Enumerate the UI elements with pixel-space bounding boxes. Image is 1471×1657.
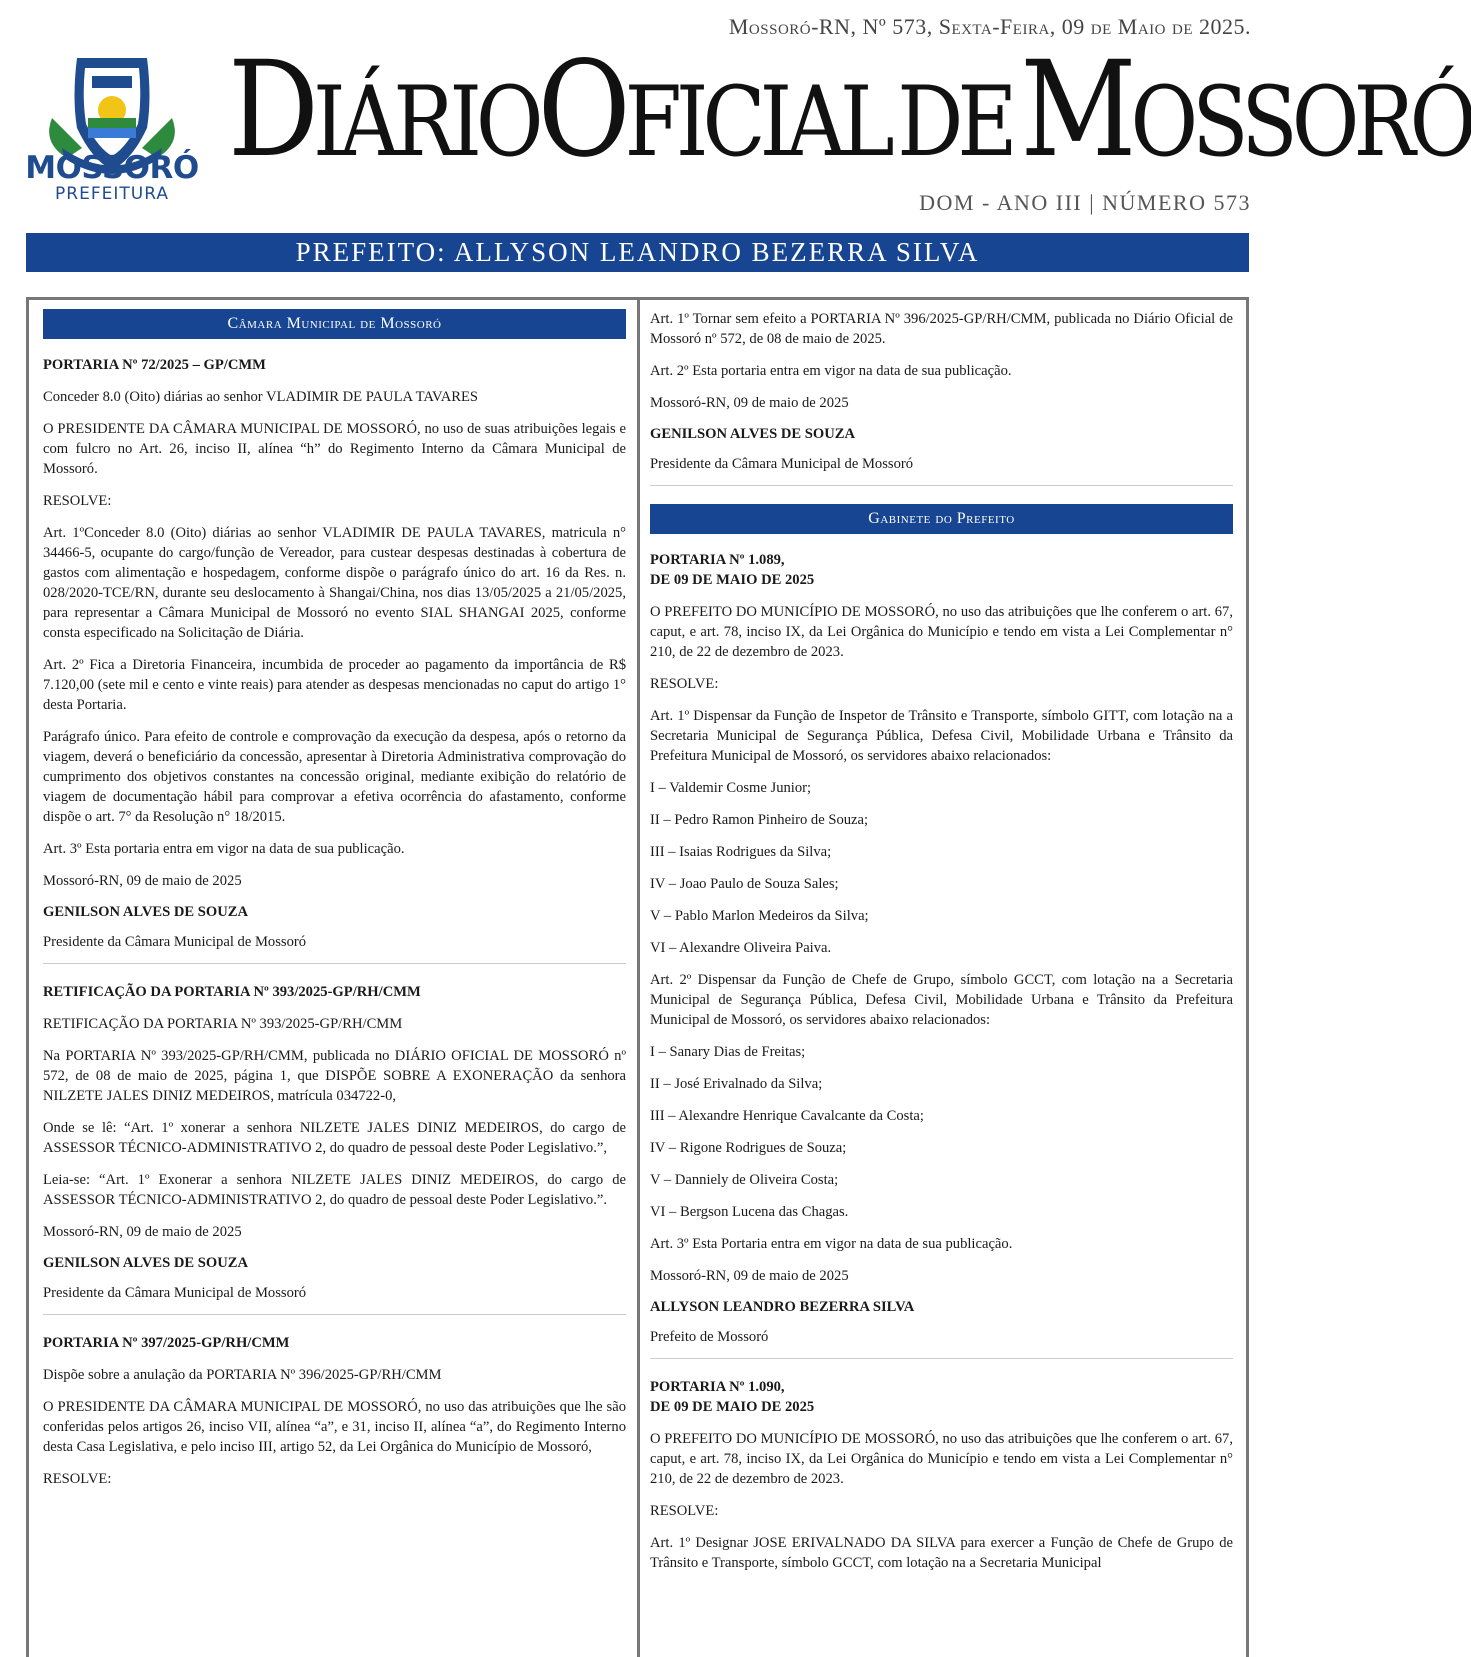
portaria-72-preamble: O PRESIDENTE DA CÂMARA MUNICIPAL DE MOSSORÓ, no uso de suas atribuições legais e com fulcro no Art. 26, inciso II, alínea “h” do Regimento Interno da Câmara Municipal de Mossoró.: [43, 421, 626, 477]
portaria-72-resolve: RESOLVE:: [43, 493, 112, 509]
portaria-72-art2: Art. 2º Fica a Diretoria Financeira, incumbida de proceder ao pagamento da importância de R$ 7.120,00 (sete mil e cento e vinte reais) para atender as despesas mencionadas no caput do artigo 1° desta Portaria.: [43, 657, 626, 713]
portaria-397-title: PORTARIA Nº 397/2025-GP/RH/CMM: [43, 1335, 290, 1351]
portaria-1089-preamble: O PREFEITO DO MUNICÍPIO DE MOSSORÓ, no uso das atribuições que lhe conferem o art. 67, caput, e art. 78, inciso IX, da Lei Orgânica do Município e tendo em vista a Lei Complementar n° 210, de 22 de dezembro de 2023.: [650, 604, 1233, 660]
column-divider: [637, 297, 640, 1657]
list-item: I – Sanary Dias de Freitas;: [650, 1044, 806, 1060]
retificacao-paragraph-1: Na PORTARIA Nº 393/2025-GP/RH/CMM, publicada no DIÁRIO OFICIAL DE MOSSORÓ nº 572, de 08 de maio de 2025, página 1, que DISPÕE SOBRE A EXONERAÇÃO da senhora NILZETE JALES DINIZ MEDEIROS, matrícula 034722-0,: [43, 1048, 626, 1104]
portaria-1090-resolve: RESOLVE:: [650, 1503, 719, 1519]
portaria-397-art2: Art. 2º Esta portaria entra em vigor na data de sua publicação.: [650, 363, 1012, 379]
issue-number: DOM - ANO III | NÚMERO 573: [919, 190, 1251, 215]
portaria-1089-signature: ALLYSON LEANDRO BEZERRA SILVA: [650, 1299, 915, 1315]
masthead-title: DIÁRIOOFICIALDEMOSSORÓ: [228, 33, 1471, 187]
portaria-72-summary: Conceder 8.0 (Oito) diárias ao senhor VLADIMIR DE PAULA TAVARES: [43, 389, 478, 405]
retificacao-subtitle: RETIFICAÇÃO DA PORTARIA Nº 393/2025-GP/RH/CMM: [43, 1016, 403, 1032]
list-item: I – Valdemir Cosme Junior;: [650, 780, 812, 796]
list-item: II – Pedro Ramon Pinheiro de Souza;: [650, 812, 869, 828]
portaria-72-date: Mossoró-RN, 09 de maio de 2025: [43, 873, 242, 889]
retificacao-signature: GENILSON ALVES DE SOUZA: [43, 1255, 249, 1271]
retificacao-paragraph-3: Leia-se: “Art. 1º Exonerar a senhora NILZETE JALES DINIZ MEDEIROS, do cargo de ASSESSOR TÉCNICO-ADMINISTRATIVO 2, do quadro de pessoal deste Poder Legislativo.”.: [43, 1172, 626, 1208]
portaria-1089-art1: Art. 1º Dispensar da Função de Inspetor de Trânsito e Transporte, símbolo GITT, com lotação na a Secretaria Municipal de Segurança Pública, Defesa Civil, Mobilidade Urbana e Trânsito da Prefeitura Municipal de Mossoró, os servidores abaixo relacionados:: [650, 708, 1233, 764]
portaria-397-summary: Dispõe sobre a anulação da PORTARIA Nº 396/2025-GP/RH/CMM: [43, 1367, 442, 1383]
logo-subtitle: PREFEITURA: [55, 184, 169, 204]
edition-date-line: Mossoró-RN, Nº 573, Sexta-Feira, 09 de Maio de 2025.: [728, 14, 1251, 39]
logo-wordmark: MOSSORÓ: [25, 150, 199, 186]
portaria-397-date: Mossoró-RN, 09 de maio de 2025: [650, 395, 849, 411]
portaria-397-role: Presidente da Câmara Municipal de Mossoró: [650, 456, 914, 472]
separator: [650, 1358, 1233, 1359]
portaria-1089-art2: Art. 2º Dispensar da Função de Chefe de Grupo, símbolo GCCT, com lotação na a Secretaria Municipal de Segurança Pública, Defesa Civil, Mobilidade Urbana e Trânsito da Prefeitura Municipal de Mossoró, os servidores abaixo relacionados:: [650, 972, 1233, 1028]
portaria-72-signature: GENILSON ALVES DE SOUZA: [43, 904, 249, 920]
list-item: III – Isaias Rodrigues da Silva;: [650, 844, 832, 860]
section-header-camara: Câmara Municipal de Mossoró: [43, 309, 626, 339]
separator: [43, 963, 626, 964]
portaria-397-art1: Art. 1º Tornar sem efeito a PORTARIA Nº 396/2025-GP/RH/CMM, publicada no Diário Oficial de Mossoró nº 572, de 08 de maio de 2025.: [650, 311, 1233, 347]
portaria-1090-title: PORTARIA Nº 1.090,: [650, 1379, 785, 1395]
portaria-1089-resolve: RESOLVE:: [650, 676, 719, 692]
mayor-banner: PREFEITO: ALLYSON LEANDRO BEZERRA SILVA: [26, 233, 1249, 272]
portaria-72-role: Presidente da Câmara Municipal de Mossoró: [43, 934, 307, 950]
portaria-72-art3: Art. 3º Esta portaria entra em vigor na data de sua publicação.: [43, 841, 405, 857]
portaria-1090-date-title: DE 09 DE MAIO DE 2025: [650, 1399, 815, 1415]
portaria-1089-date-title: DE 09 DE MAIO DE 2025: [650, 572, 815, 588]
portaria-72-title: PORTARIA Nº 72/2025 – GP/CMM: [43, 357, 266, 373]
list-item: VI – Alexandre Oliveira Paiva.: [650, 940, 832, 956]
retificacao-date: Mossoró-RN, 09 de maio de 2025: [43, 1224, 242, 1240]
separator: [43, 1314, 626, 1315]
portaria-72-art1: Art. 1ºConceder 8.0 (Oito) diárias ao senhor VLADIMIR DE PAULA TAVARES, matricula n° 34466-5, ocupante do cargo/função de Vereador, para custear despesas destinadas à cobertura de gastos com alimentação e hospedagem, conforme dispõe o parágrafo único do art. 16 da Res. n. 028/2020-TCE/RN, durante seu deslocamento à Shangai/China, nos dias 13/05/2025 a 21/05/2025, para representar a Câmara Municipal de Mossoró no evento SIAL SHANGAI 2025, conforme consta especificado na Solicitação de Diária.: [43, 525, 626, 641]
list-item: III – Alexandre Henrique Cavalcante da Costa;: [650, 1108, 924, 1124]
portaria-397-preamble: O PRESIDENTE DA CÂMARA MUNICIPAL DE MOSSORÓ, no uso das atribuições que lhe são conferidas pelos artigos 26, inciso VII, alínea “a”, e 31, inciso II, alínea “a”, do Regimento Interno desta Casa Legislativa, e pelo inciso III, artigo 52, da Lei Orgânica do Município de Mossoró,: [43, 1399, 626, 1455]
list-item: IV – Joao Paulo de Souza Sales;: [650, 876, 839, 892]
separator: [650, 485, 1233, 486]
portaria-1090-preamble: O PREFEITO DO MUNICÍPIO DE MOSSORÓ, no uso das atribuições que lhe conferem o art. 67, caput, e art. 78, inciso IX, da Lei Orgânica do Município e tendo em vista a Lei Complementar n° 210, de 22 de dezembro de 2023.: [650, 1431, 1233, 1487]
portaria-1090-art1: Art. 1º Designar JOSE ERIVALNADO DA SILVA para exercer a Função de Chefe de Grupo de Trânsito e Transporte, símbolo GCCT, com lotação na a Secretaria Municipal: [650, 1535, 1233, 1571]
list-item: II – José Erivalnado da Silva;: [650, 1076, 823, 1092]
portaria-1089-date: Mossoró-RN, 09 de maio de 2025: [650, 1268, 849, 1284]
list-item: VI – Bergson Lucena das Chagas.: [650, 1204, 849, 1220]
portaria-1089-title: PORTARIA Nº 1.089,: [650, 552, 785, 568]
portaria-397-resolve: RESOLVE:: [43, 1471, 112, 1487]
portaria-72-paragraph: Parágrafo único. Para efeito de controle e comprovação da execução da despesa, após o retorno da viagem, deverá o beneficiário da concessão, apresentar à Diretoria Administrativa comprovação do cumprimento dos objetivos constantes na concessão original, mediante exibição do relatório de viagem de documentação hábil para comprovar a efetiva ocorrência do afastamento, conforme dispõe o art. 7° da Resolução n° 18/2015.: [43, 729, 626, 825]
retificacao-paragraph-2: Onde se lê: “Art. 1º xonerar a senhora NILZETE JALES DINIZ MEDEIROS, do cargo de ASSESSOR TÉCNICO-ADMINISTRATIVO 2, do quadro de pessoal deste Poder Legislativo.”,: [43, 1120, 626, 1156]
list-item: V – Danniely de Oliveira Costa;: [650, 1172, 839, 1188]
list-item: IV – Rigone Rodrigues de Souza;: [650, 1140, 847, 1156]
list-item: V – Pablo Marlon Medeiros da Silva;: [650, 908, 869, 924]
portaria-397-signature: GENILSON ALVES DE SOUZA: [650, 426, 856, 442]
section-header-gabinete: Gabinete do Prefeito: [650, 504, 1233, 534]
right-column: [650, 309, 1233, 1585]
portaria-1089-art3: Art. 3º Esta Portaria entra em vigor na data de sua publicação.: [650, 1236, 1013, 1252]
portaria-1089-role: Prefeito de Mossoró: [650, 1329, 769, 1345]
retificacao-title: RETIFICAÇÃO DA PORTARIA Nº 393/2025-GP/RH/CMM: [43, 984, 421, 1000]
left-column: [43, 309, 626, 1501]
retificacao-role: Presidente da Câmara Municipal de Mossoró: [43, 1285, 307, 1301]
